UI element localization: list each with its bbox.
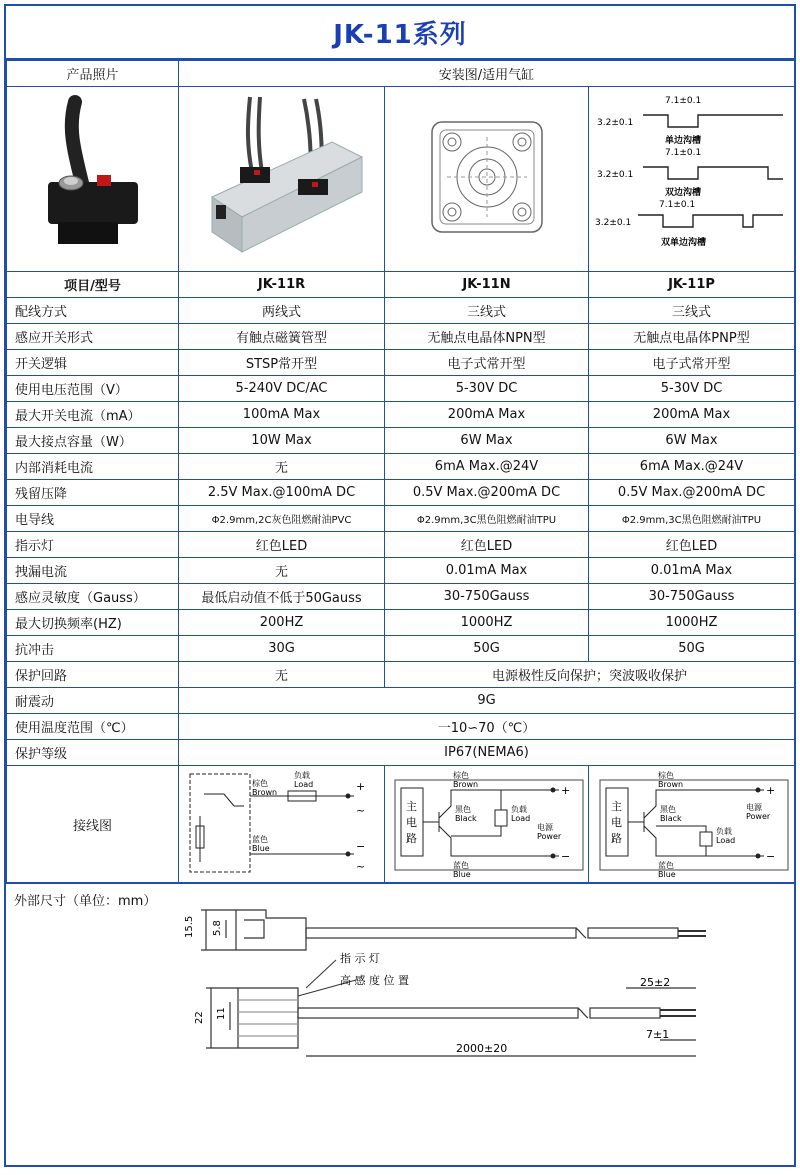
spec-body (7, 298, 795, 662)
spec-n: 0.5V Max.@200mA DC (385, 480, 589, 506)
cylinder-end-svg (412, 102, 562, 252)
spec-p: 5-30V DC (589, 376, 795, 402)
spec-r: STSP常开型 (179, 350, 385, 376)
r-brown-en: Brown (251, 788, 277, 797)
spec-n: 30-750Gauss (385, 584, 589, 610)
spec-p: 无触点电晶体PNP型 (589, 324, 795, 350)
photo-row (7, 87, 795, 272)
spec-p: 电子式常开型 (589, 350, 795, 376)
spec-label: 最大接点容量（W） (7, 428, 179, 454)
spec-table (6, 60, 795, 883)
dim-5-8: 5.8 (212, 920, 223, 936)
spec-p: 200mA Max (589, 402, 795, 428)
spec-row (7, 480, 795, 506)
wiring-p-diagram (594, 766, 790, 878)
r-load-en: Load (293, 780, 313, 789)
cylinder-photo (179, 87, 385, 272)
svg-text:+: + (355, 780, 365, 793)
spec-row (7, 610, 795, 636)
p-main-2: 电 (610, 816, 622, 829)
groove-width-1: 7.1±0.1 (665, 96, 702, 106)
n-brown-en: Brown (453, 780, 479, 789)
n-black: 黑色 (455, 805, 471, 814)
header-row (7, 61, 795, 87)
sensor-photo-image (13, 87, 173, 267)
spec-row (7, 558, 795, 584)
spec-n: 6mA Max.@24V (385, 454, 589, 480)
indicator-label: 指 示 灯 (340, 952, 380, 965)
wiring-label: 接线图 (7, 766, 179, 883)
dim-22: 22 (194, 1011, 205, 1024)
n-blue: 蓝色 (453, 861, 469, 870)
spec-r: 2.5V Max.@100mA DC (179, 480, 385, 506)
groove-drawing (589, 87, 795, 272)
groove-double-single-label: 双单边沟槽 (661, 238, 707, 248)
wiring-r (179, 766, 385, 883)
spec-p: Φ2.9mm,3C黑色阻燃耐油TPU (589, 506, 795, 532)
wiring-n (385, 766, 589, 883)
p-load-en: Load (715, 836, 735, 845)
dim-15-5: 15.5 (184, 915, 195, 938)
svg-text:−: − (561, 850, 571, 863)
n-load-en: Load (511, 814, 531, 823)
groove-width-3: 7.1±0.1 (659, 200, 696, 210)
cylinder-end-drawing (385, 87, 589, 272)
spec-row (7, 428, 795, 454)
spec-n: 5-30V DC (385, 376, 589, 402)
spec-p: 0.01mA Max (589, 558, 795, 584)
n-black-en: Black (455, 814, 477, 823)
install-header: 安装图/适用气缸 (179, 61, 795, 87)
p-brown-en: Brown (657, 780, 683, 789)
spec-r: 200HZ (179, 610, 385, 636)
spec-p: 1000HZ (589, 610, 795, 636)
spec-label: 最大切换频率(HZ) (7, 610, 179, 636)
spec-label: 残留压降 (7, 480, 179, 506)
p-brown: 棕色 (657, 771, 674, 780)
model-n: JK-11N (385, 272, 589, 298)
spec-r: 10W Max (179, 428, 385, 454)
dim-tip: 7±1 (646, 1028, 670, 1041)
protect-np: 电源极性反向保护；突波吸收保护 (385, 662, 795, 688)
spec-row (7, 636, 795, 662)
protect-r: 无 (179, 662, 385, 688)
groove-width-2: 7.1±0.1 (665, 148, 702, 158)
svg-text:−: − (355, 840, 365, 853)
spec-row (7, 298, 795, 324)
spec-r: 5-240V DC/AC (179, 376, 385, 402)
merged-value: IP67(NEMA6) (179, 740, 795, 766)
photo-header: 产品照片 (7, 61, 179, 87)
spec-label: 抗冲击 (7, 636, 179, 662)
n-load: 负载 (511, 805, 527, 814)
r-brown: 棕色 (251, 779, 268, 788)
spec-row (7, 506, 795, 532)
spec-p: 三线式 (589, 298, 795, 324)
wiring-n-diagram (389, 766, 585, 878)
spec-n: 200mA Max (385, 402, 589, 428)
spec-row (7, 584, 795, 610)
merged-label: 耐震动 (7, 688, 179, 714)
p-blue: 蓝色 (657, 861, 674, 870)
spec-n: 0.01mA Max (385, 558, 589, 584)
spec-n: 三线式 (385, 298, 589, 324)
spec-p: 30-750Gauss (589, 584, 795, 610)
r-load: 负载 (293, 771, 310, 780)
spec-p: 0.5V Max.@200mA DC (589, 480, 795, 506)
p-main-1: 主 (610, 800, 622, 813)
groove-depth-1: 3.2±0.1 (597, 118, 634, 128)
model-r: JK-11R (179, 272, 385, 298)
sensor-photo (7, 87, 179, 272)
groove-depth-2: 3.2±0.1 (597, 170, 634, 180)
spec-r: 100mA Max (179, 402, 385, 428)
groove-svg (593, 87, 793, 267)
wiring-r-diagram (184, 766, 380, 878)
spec-p: 50G (589, 636, 795, 662)
r-blue: 蓝色 (251, 835, 268, 844)
spec-row (7, 350, 795, 376)
spec-row (7, 324, 795, 350)
spec-row (7, 376, 795, 402)
p-power: 电源 (745, 803, 762, 812)
spec-label: 拽漏电流 (7, 558, 179, 584)
n-blue-en: Blue (453, 870, 471, 878)
wiring-p (589, 766, 795, 883)
n-main-2: 电 (406, 816, 417, 829)
dimensions-section (6, 883, 794, 1095)
merged-value: 9G (179, 688, 795, 714)
n-main-3: 路 (406, 832, 417, 845)
r-blue-en: Blue (251, 844, 270, 853)
spec-r: 最低启动值不低于50Gauss (179, 584, 385, 610)
protect-row (7, 662, 795, 688)
merged-value: 一10∽70（℃） (179, 714, 795, 740)
merged-row (7, 740, 795, 766)
dimensions-label: 外部尺寸（单位：mm） (14, 894, 157, 909)
spec-row (7, 402, 795, 428)
groove-depth-3: 3.2±0.1 (595, 218, 632, 228)
merged-row (7, 714, 795, 740)
spec-label: 开关逻辑 (7, 350, 179, 376)
dim-length: 2000±20 (456, 1042, 508, 1055)
n-brown: 棕色 (453, 771, 469, 780)
spec-label: 配线方式 (7, 298, 179, 324)
spec-label: 使用电压范围（V） (7, 376, 179, 402)
dim-strip: 25±2 (640, 976, 671, 989)
spec-label: 感应灵敏度（Gauss） (7, 584, 179, 610)
dimension-drawing (6, 888, 794, 1093)
wiring-row (7, 766, 795, 883)
spec-r: 无 (179, 454, 385, 480)
spec-label: 最大开关电流（mA） (7, 402, 179, 428)
svg-text:−: − (765, 850, 775, 863)
p-load: 负载 (715, 827, 732, 836)
p-blue-en: Blue (657, 870, 676, 878)
merged-label: 保护等级 (7, 740, 179, 766)
spec-r: 红色LED (179, 532, 385, 558)
spec-p: 红色LED (589, 532, 795, 558)
spec-label: 指示灯 (7, 532, 179, 558)
p-black-en: Black (659, 814, 682, 823)
n-main-1: 主 (406, 800, 417, 813)
spec-r: 有触点磁簧管型 (179, 324, 385, 350)
p-main-3: 路 (610, 832, 622, 845)
spec-r: Φ2.9mm,2C灰色阻燃耐油PVC (179, 506, 385, 532)
spec-n: 无触点电晶体NPN型 (385, 324, 589, 350)
spec-n: 电子式常开型 (385, 350, 589, 376)
spec-n: 50G (385, 636, 589, 662)
protect-label: 保护回路 (7, 662, 179, 688)
cylinder-photo-image (192, 87, 372, 267)
spec-n: 6W Max (385, 428, 589, 454)
n-power: 电源 (537, 823, 553, 832)
spec-r: 30G (179, 636, 385, 662)
spec-label: 电导线 (7, 506, 179, 532)
model-p: JK-11P (589, 272, 795, 298)
spec-label: 感应开关形式 (7, 324, 179, 350)
svg-text:~: ~ (355, 804, 365, 817)
spec-row (7, 454, 795, 480)
svg-text:~: ~ (355, 860, 365, 873)
spec-n: 红色LED (385, 532, 589, 558)
spec-row (7, 532, 795, 558)
spec-p: 6mA Max.@24V (589, 454, 795, 480)
merged-label: 使用温度范围（℃） (7, 714, 179, 740)
merged-row (7, 688, 795, 714)
spec-p: 6W Max (589, 428, 795, 454)
sensing-position-label: 高 感 度 位 置 (340, 974, 409, 987)
spec-n: Φ2.9mm,3C黑色阻燃耐油TPU (385, 506, 589, 532)
p-black: 黑色 (659, 805, 676, 814)
n-power-en: Power (537, 832, 562, 841)
spec-n: 1000HZ (385, 610, 589, 636)
spec-r: 无 (179, 558, 385, 584)
page-title: JK-11系列 (6, 6, 794, 60)
spec-label: 内部消耗电流 (7, 454, 179, 480)
groove-double-label: 双边沟槽 (665, 188, 702, 198)
model-row (7, 272, 795, 298)
svg-text:+: + (765, 784, 775, 797)
spec-r: 两线式 (179, 298, 385, 324)
groove-single-label: 单边沟槽 (665, 136, 702, 146)
svg-text:+: + (561, 784, 571, 797)
dim-11: 11 (216, 1007, 227, 1020)
spec-sheet (4, 4, 796, 1167)
p-power-en: Power (745, 812, 770, 821)
model-label: 项目/型号 (7, 272, 179, 298)
